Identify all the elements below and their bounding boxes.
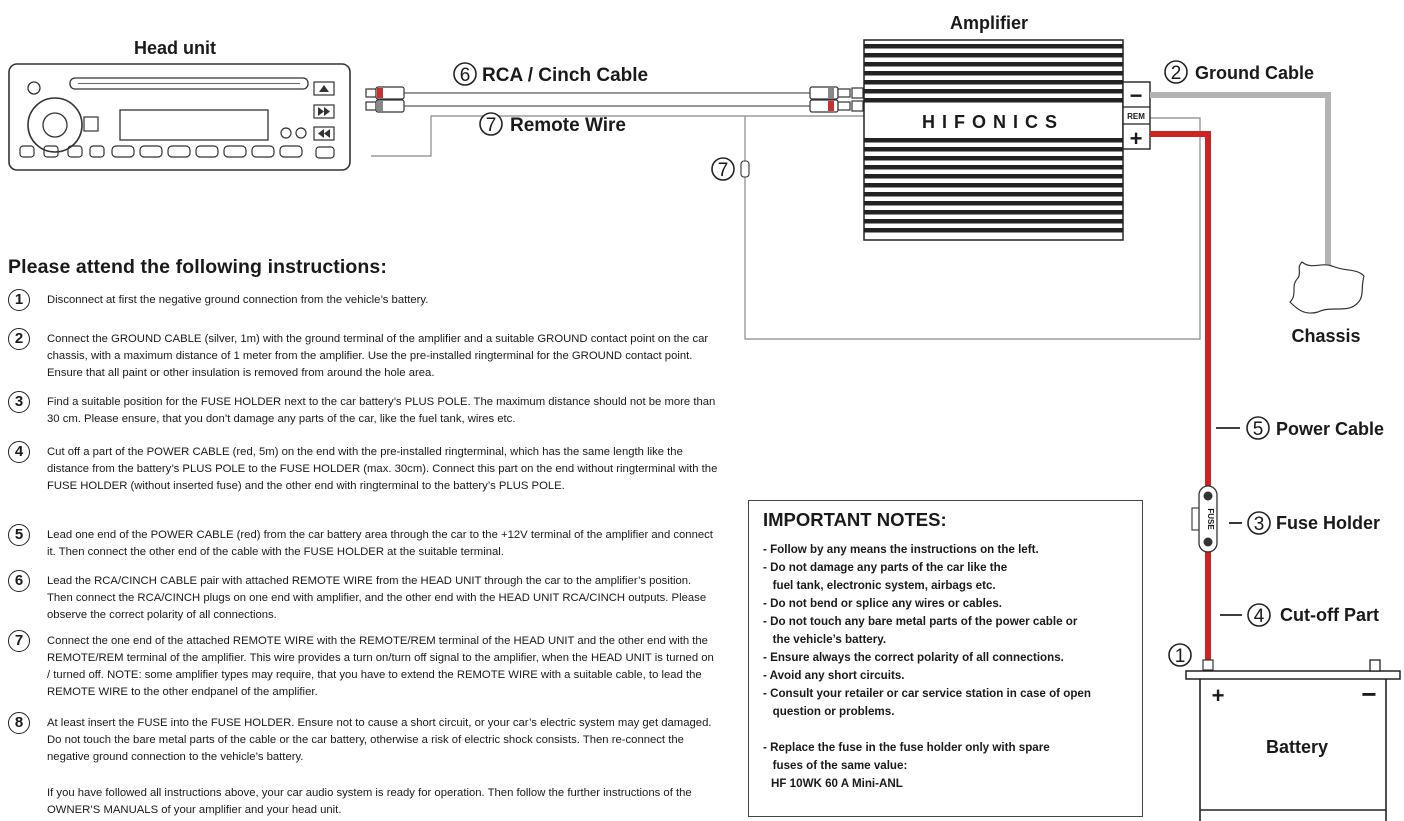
amplifier-brand: HIFONICS <box>921 112 1065 132</box>
battery-minus: − <box>1361 679 1377 709</box>
step-text: Connect the one end of the attached REMOTE WIRE with the REMOTE/REM terminal of the HEAD UNIT and the other end with the REMOTE/REM terminal of the amplifier. This wire provides a turn on/turn off signal to the amplifier, when the HEAD UNIT is turned on / turned off. NOTE: some amplifier types may require, that you have to extend the REMOTE WIRE with a suitable cable, to lead the REMOTE WIRE to the other endpanel of the amplifier. <box>47 635 714 698</box>
step-number: 4 <box>8 441 30 463</box>
rca-cable-graphic <box>366 87 863 112</box>
step-text: Connect the GROUND CABLE (silver, 1m) with the ground terminal of the amplifier and a suitable GROUND contact point on the car chassis, with a maximum distance of 1 meter from the amplifier. Use the pre-installed ringterminal for the GROUND contact point. Ensure that all paint or other insulation is removed from around the hole area. <box>47 333 709 379</box>
note-item: fuel tank, electronic system, airbags etc. <box>763 579 996 592</box>
head-unit-graphic <box>9 64 350 170</box>
step-text: Cut off a part of the POWER CABLE (red, 5m) on the end with the pre-installed ringterminal, which has the same length like the distance from the battery’s PLUS POLE to the FUSE HOLDER (max. 30cm). Connect this part on the end without ringterminal with the FUSE HOLDER (without inserted fuse) and the other end with ringterminal to the battery’s PLUS POLE. <box>47 446 718 492</box>
remote-wire-fuse-callout <box>712 158 734 181</box>
power-cable-number: 5 <box>1252 419 1264 440</box>
fuse-holder-number: 3 <box>1253 514 1265 535</box>
cut-off-part-number: 4 <box>1253 606 1265 627</box>
amp-minus-terminal: − <box>1129 83 1143 108</box>
battery-label: Battery <box>1265 737 1329 757</box>
ground-cable-number: 2 <box>1170 63 1182 84</box>
battery-terminal-callout <box>1169 644 1191 667</box>
step-text: Find a suitable position for the FUSE HOLDER next to the car battery’s PLUS POLE. The maximum distance should not be more than 30 cm. Please ensure, that you don’t damage any parts of the car, like the fuel tank, wires etc. <box>47 396 716 425</box>
step-text: At least insert the FUSE into the FUSE HOLDER. Ensure not to cause a short circuit, or your car’s electric system may get damaged. Do not touch the bare metal parts of the cable or the car battery, otherwise a risk of electric shock consists. Then re-connect the negative ground connection to the vehicle’s battery. <box>47 717 712 763</box>
step-text: Lead the RCA/CINCH CABLE pair with attached REMOTE WIRE from the HEAD UNIT through the car to the amplifier’s position. Then connect the RCA/CINCH plugs on one end with amplifier, and the other end with the HEAD UNIT RCA/CINCH outputs. Please observe the correct polarity of all connections. <box>47 575 707 621</box>
chassis-graphic <box>1290 262 1364 313</box>
fuse-note-item: - Replace the fuse in the fuse holder only with spare <box>763 741 1050 754</box>
important-notes-box <box>748 500 1143 817</box>
note-item: the vehicle’s battery. <box>763 633 887 646</box>
instructions-title: Please attend the following instructions: <box>8 256 387 278</box>
ground-cable-graphic <box>1150 95 1333 288</box>
amplifier-graphic <box>864 40 1150 240</box>
power-cable-callout <box>1216 417 1384 440</box>
remote-wire-fuse-number: 7 <box>717 160 729 181</box>
step-text: Disconnect at first the negative ground connection from the vehicle’s battery. <box>47 294 429 306</box>
cut-off-part-label: Cut-off Part <box>1280 605 1379 625</box>
step-number: 8 <box>8 712 30 734</box>
note-item: - Follow by any means the instructions on the left. <box>763 543 1039 556</box>
notes-spacer <box>763 721 1128 739</box>
step-number: 5 <box>8 524 30 546</box>
fuse-holder-graphic <box>1192 486 1217 552</box>
important-notes-title: IMPORTANT NOTES: <box>763 509 947 530</box>
power-cable-label: Power Cable <box>1276 419 1385 439</box>
power-cable-graphic <box>1150 134 1213 670</box>
amplifier-label: Amplifier <box>949 13 1029 33</box>
note-item: - Do not damage any parts of the car like the <box>763 561 1008 574</box>
instructions-section <box>8 256 720 287</box>
fuse-text: FUSE <box>1206 508 1215 530</box>
step-number: 7 <box>8 630 30 652</box>
note-item: - Do not touch any bare metal parts of the power cable or <box>763 615 1078 628</box>
note-item: - Do not bend or splice any wires or cables. <box>763 597 1003 610</box>
fuse-spec: HF 10WK 60 A Mini-ANL <box>771 777 903 790</box>
note-item: - Ensure always the correct polarity of all connections. <box>763 651 1064 664</box>
note-item: - Avoid any short circuits. <box>763 669 905 682</box>
rca-cable-number: 6 <box>459 65 471 86</box>
battery-terminal-number: 1 <box>1174 646 1186 667</box>
ground-cable-callout <box>1165 61 1314 84</box>
remote-wire-label: Remote Wire <box>510 115 626 136</box>
step-number: 1 <box>8 289 30 311</box>
step-number: 2 <box>8 328 30 350</box>
fuse-note-item: fuses of the same value: <box>763 759 908 772</box>
ground-cable-label: Ground Cable <box>1195 63 1315 83</box>
amp-rem-terminal: REM <box>1127 112 1145 121</box>
step-number: 3 <box>8 391 30 413</box>
note-item: question or problems. <box>763 705 895 718</box>
fuse-holder-callout <box>1229 512 1380 535</box>
amp-plus-terminal: + <box>1129 126 1143 151</box>
cut-off-part-callout <box>1220 604 1379 627</box>
battery-plus: + <box>1211 683 1225 708</box>
chassis-label: Chassis <box>1291 326 1361 346</box>
step-text: Lead one end of the POWER CABLE (red) from the car battery area through the car to the +12V terminal of the amplifier and connect it. Then connect the other end of the cable with the FUSE HOLDER at the suitable terminal. <box>47 529 713 558</box>
closing-text: If you have followed all instructions above, your car audio system is ready for operation. Then follow the further instructions of the OWNER’S MANUALS of your amplifier and your head unit. <box>47 787 692 816</box>
head-unit-label: Head unit <box>133 38 217 58</box>
fuse-holder-label: Fuse Holder <box>1276 513 1381 533</box>
remote-wire-number: 7 <box>485 115 497 136</box>
note-item: - Consult your retailer or car service station in case of open <box>763 687 1091 700</box>
step-number: 6 <box>8 570 30 592</box>
rca-cable-label: RCA / Cinch Cable <box>482 65 649 86</box>
rca-cable-callout <box>454 63 648 86</box>
